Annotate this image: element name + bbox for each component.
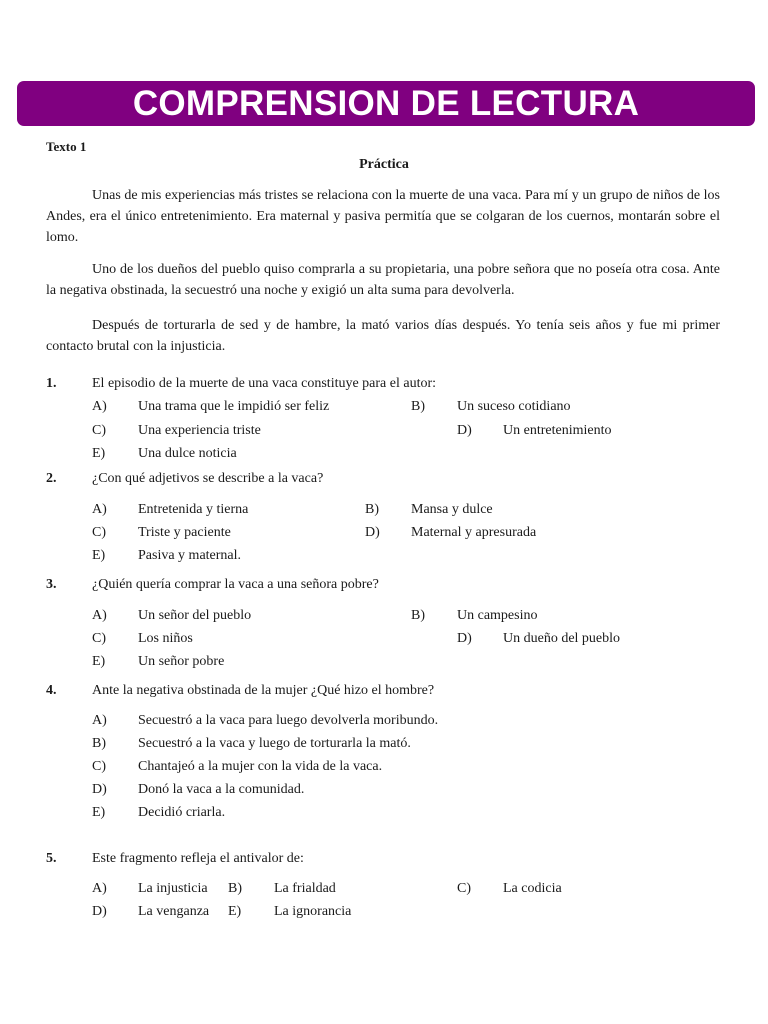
option-letter: D) (457, 631, 472, 646)
question-number: 4. (46, 683, 57, 698)
option-letter: C) (457, 881, 471, 896)
option-letter: A) (92, 881, 107, 896)
option-letter: B) (92, 736, 106, 751)
paragraph-3: Después de torturarla de sed y de hambre, la mató varios días después. Yo tenía seis años y fue mi primer contacto brutal con la injusticia. (46, 318, 720, 354)
option-text: Un entretenimiento (503, 423, 612, 438)
option-text: Un campesino (457, 608, 538, 623)
option-letter: C) (92, 759, 106, 774)
option-letter: B) (228, 881, 242, 896)
text-label: Texto 1 (46, 139, 87, 154)
option-letter: D) (457, 423, 472, 438)
option-letter: E) (92, 446, 106, 461)
option-letter: C) (92, 631, 106, 646)
title-banner (17, 81, 755, 126)
question-number: 1. (46, 376, 57, 391)
option-letter: B) (411, 608, 425, 623)
option-text: Una dulce noticia (138, 446, 237, 461)
question-text: Este fragmento refleja el antivalor de: (92, 851, 304, 866)
option-text: Secuestró a la vaca y luego de torturarla la mató. (138, 736, 411, 751)
option-text: Un suceso cotidiano (457, 399, 571, 414)
option-text: Una trama que le impidió ser feliz (138, 399, 330, 414)
option-text: Los niños (138, 631, 193, 646)
question-number: 3. (46, 577, 57, 592)
option-text: Un dueño del pueblo (503, 631, 621, 646)
option-letter: A) (92, 399, 107, 414)
option-text: La codicia (503, 881, 562, 896)
question-number: 2. (46, 471, 57, 486)
paragraph-2: Uno de los dueños del pueblo quiso comprarla a su propietaria, una pobre señora que no poseía otra cosa. Ante la negativa obstinada, la secuestró una noche y exigió un alta suma para devolverla. (46, 262, 720, 298)
option-text: Decidió criarla. (138, 805, 226, 820)
option-letter: D) (92, 782, 107, 797)
option-text: Maternal y apresurada (411, 525, 537, 540)
option-text: Un señor del pueblo (138, 608, 252, 623)
option-letter: E) (92, 805, 106, 820)
option-letter: C) (92, 423, 106, 438)
option-letter: D) (365, 525, 380, 540)
option-letter: A) (92, 713, 107, 728)
paragraph-1: Unas de mis experiencias más tristes se relaciona con la muerte de una vaca. Para mí y un grupo de niños de los Andes, era el único entretenimiento. Era maternal y pasiva permitía que se colgaran de los cuernos, montarán sobre el lomo. (46, 188, 720, 245)
option-letter: C) (92, 525, 106, 540)
option-letter: D) (92, 904, 107, 919)
option-text: La frialdad (274, 881, 336, 896)
option-text: Entretenida y tierna (138, 502, 249, 517)
question-number: 5. (46, 851, 57, 866)
option-text: Mansa y dulce (411, 502, 493, 517)
page-title: COMPRENSION DE LECTURA (132, 84, 640, 123)
option-text: Un señor pobre (138, 654, 225, 669)
option-letter: E) (92, 654, 106, 669)
option-text: Una experiencia triste (138, 423, 261, 438)
option-letter: A) (92, 608, 107, 623)
option-text: Triste y paciente (138, 525, 231, 540)
question-text: ¿Con qué adjetivos se describe a la vaca? (92, 471, 324, 486)
question-text: El episodio de la muerte de una vaca constituye para el autor: (92, 376, 437, 391)
option-letter: E) (228, 904, 242, 919)
option-text: Secuestró a la vaca para luego devolverla moribundo. (138, 713, 439, 728)
option-letter: E) (92, 548, 106, 563)
option-text: La injusticia (138, 881, 208, 896)
question-text: Ante la negativa obstinada de la mujer ¿Qué hizo el hombre? (92, 683, 435, 698)
option-text: La venganza (138, 904, 210, 919)
section-subtitle: Práctica (359, 157, 409, 172)
option-text: Chantajeó a la mujer con la vida de la vaca. (138, 759, 383, 774)
question-text: ¿Quién quería comprar la vaca a una señora pobre? (92, 577, 379, 592)
option-text: Pasiva y maternal. (138, 548, 242, 563)
option-text: La ignorancia (274, 904, 352, 919)
option-letter: B) (411, 399, 425, 414)
option-text: Donó la vaca a la comunidad. (138, 782, 305, 797)
option-letter: A) (92, 502, 107, 517)
option-letter: B) (365, 502, 379, 517)
